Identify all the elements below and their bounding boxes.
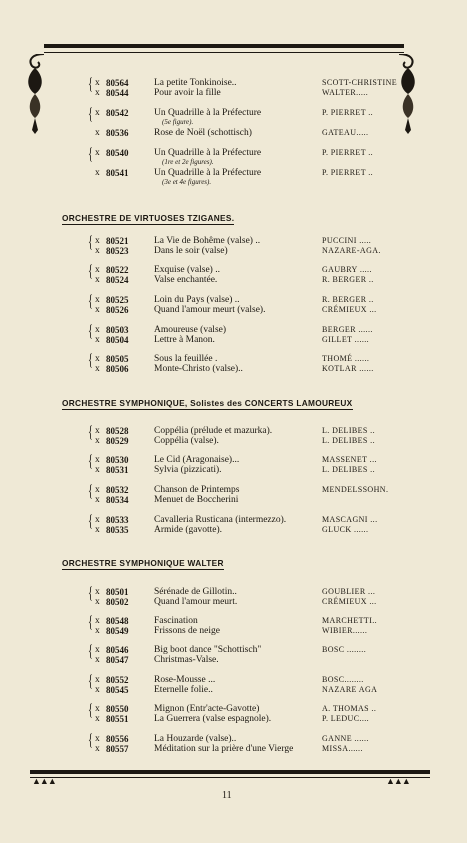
brace-icon: {	[88, 511, 93, 530]
composer: GAUBRY .....	[322, 265, 372, 274]
brace-icon: {	[88, 232, 93, 251]
list-item	[88, 128, 398, 138]
brace-icon: {	[88, 321, 93, 340]
catalog-number: 80536	[106, 128, 129, 138]
catalog-number: 80548	[106, 616, 129, 626]
list-item	[88, 354, 398, 364]
composer: MASSENET ...	[322, 455, 377, 464]
catalog-number: 80550	[106, 704, 129, 714]
mark-x: x	[95, 78, 100, 88]
brace-icon: {	[88, 451, 93, 470]
catalog-number: 80523	[106, 246, 129, 256]
section-heading-tziganes: ORCHESTRE DE VIRTUOSES TZIGANES.	[62, 213, 235, 223]
mark-x: x	[95, 714, 100, 724]
list-item	[88, 455, 398, 465]
composer: P. LEDUC....	[322, 714, 370, 723]
title: Frissons de neige	[154, 626, 220, 636]
catalog-number: 80503	[106, 325, 129, 335]
composer: BERGER ......	[322, 325, 373, 334]
title: Coppélia (prélude et mazurka).	[154, 426, 273, 436]
catalog-number: 80557	[106, 744, 129, 754]
list-item	[88, 714, 398, 724]
composer: R. BERGER ..	[322, 295, 374, 304]
mark-x: x	[95, 495, 100, 505]
mark-x: x	[95, 426, 100, 436]
catalog-number: 80535	[106, 525, 129, 535]
catalog-number: 80502	[106, 597, 129, 607]
list-item	[88, 597, 398, 607]
title: Eternelle folie..	[154, 685, 213, 695]
title: Big boot dance "Schottisch"	[154, 645, 262, 655]
catalog-number: 80545	[106, 685, 129, 695]
title: Lettre à Manon.	[154, 335, 215, 345]
brace-icon: {	[88, 612, 93, 631]
mark-x: x	[95, 626, 100, 636]
title: La Houzarde (valse)..	[154, 734, 237, 744]
catalog-number: 80533	[106, 515, 129, 525]
composer: NAZARE AGA	[322, 685, 378, 694]
list-item	[88, 704, 398, 714]
mark-x: x	[95, 128, 100, 138]
section-heading-lamoureux: ORCHESTRE SYMPHONIQUE, Solistes des CONCERTS LAMOUREUX	[62, 398, 353, 408]
catalog-number: 80542	[106, 108, 129, 118]
title: Un Quadrille à la Préfecture	[154, 148, 262, 158]
composer: L. DELIBES ..	[322, 426, 375, 435]
mark-x: x	[95, 704, 100, 714]
composer: BOSC ........	[322, 645, 367, 654]
list-item	[88, 364, 398, 374]
mark-x: x	[95, 265, 100, 275]
list-item	[88, 495, 398, 505]
brace-icon: {	[88, 261, 93, 280]
page-number: 11	[222, 790, 232, 801]
subtitle-text: (1re et 2e figures).	[162, 158, 214, 166]
catalog-number: 80564	[106, 78, 129, 88]
mark-x: x	[95, 675, 100, 685]
composer: L. DELIBES ..	[322, 436, 375, 445]
composer: BOSC........	[322, 675, 364, 684]
catalog-number: 80552	[106, 675, 129, 685]
catalog-number: 80551	[106, 714, 129, 724]
title: La Guerrera (valse espagnole).	[154, 714, 272, 724]
title: Loin du Pays (valse) ..	[154, 295, 240, 305]
mark-x: x	[95, 436, 100, 446]
mark-x: x	[95, 485, 100, 495]
list-item	[88, 426, 398, 436]
title: Pour avoir la fille	[154, 88, 221, 98]
mark-x: x	[95, 295, 100, 305]
catalog-number: 80521	[106, 236, 129, 246]
mark-x: x	[95, 305, 100, 315]
catalog-number: 80534	[106, 495, 129, 505]
catalog-number: 80530	[106, 455, 129, 465]
title: Fascination	[154, 616, 198, 626]
composer: NAZARE-AGA.	[322, 246, 381, 255]
bottom-rule-thin	[30, 777, 430, 778]
mark-x: x	[95, 335, 100, 345]
composer: MISSA......	[322, 744, 363, 753]
list-item-subtitle	[88, 117, 398, 126]
list-item-subtitle	[88, 177, 398, 186]
mark-x: x	[95, 465, 100, 475]
list-item	[88, 744, 398, 754]
catalog-number: 80556	[106, 734, 129, 744]
list-item	[88, 626, 398, 636]
composer: CRÉMIEUX ...	[322, 597, 377, 606]
list-item	[88, 275, 398, 285]
brace-icon: {	[88, 583, 93, 602]
mark-x: x	[95, 88, 100, 98]
composer: KOTLAR ......	[322, 364, 374, 373]
catalog-number: 80544	[106, 88, 129, 98]
mark-x: x	[95, 168, 100, 178]
mark-x: x	[95, 744, 100, 754]
subtitle-text: (5e figure).	[162, 118, 194, 126]
composer: SCOTT-CHRISTINE	[322, 78, 398, 87]
top-rule	[44, 44, 404, 48]
title: Rose-Mousse ...	[154, 675, 216, 685]
brace-icon: {	[88, 74, 93, 93]
section-heading-walter: ORCHESTRE SYMPHONIQUE WALTER	[62, 558, 224, 568]
composer: P. PIERRET ..	[322, 108, 374, 117]
composer: GATEAU.....	[322, 128, 369, 137]
list-item	[88, 616, 398, 626]
composer: GILLET ......	[322, 335, 370, 344]
catalog-number: 80522	[106, 265, 129, 275]
brace-icon: {	[88, 671, 93, 690]
mark-x: x	[95, 734, 100, 744]
composer: P. PIERRET ..	[322, 148, 374, 157]
title: Sous la feuillée .	[154, 354, 218, 364]
catalog-number: 80528	[106, 426, 129, 436]
composer: MENDELSSOHN.	[322, 485, 389, 494]
title: Un Quadrille à la Préfecture	[154, 168, 262, 178]
list-item	[88, 246, 398, 256]
catalog-number: 80546	[106, 645, 129, 655]
mark-x: x	[95, 246, 100, 256]
composer: P. PIERRET ..	[322, 168, 374, 177]
list-item	[88, 655, 398, 665]
list-item	[88, 78, 398, 88]
catalog-number: 80525	[106, 295, 129, 305]
title: Sérénade de Gillotin..	[154, 587, 237, 597]
title: Valse enchantée.	[154, 275, 218, 285]
catalog-number: 80504	[106, 335, 129, 345]
mark-x: x	[95, 645, 100, 655]
bottom-rule	[30, 770, 430, 774]
subtitle-text: (3e et 4e figures).	[162, 178, 212, 186]
mark-x: x	[95, 108, 100, 118]
brace-icon: {	[88, 730, 93, 749]
list-item	[88, 587, 398, 597]
catalog-number: 80547	[106, 655, 129, 665]
mark-x: x	[95, 354, 100, 364]
composer: MARCHETTI..	[322, 616, 378, 625]
list-item	[88, 305, 398, 315]
brace-icon: {	[88, 700, 93, 719]
list-item	[88, 685, 398, 695]
title: Coppélia (valse).	[154, 436, 219, 446]
brace-icon: {	[88, 291, 93, 310]
list-item	[88, 335, 398, 345]
mark-x: x	[95, 148, 100, 158]
list-item	[88, 675, 398, 685]
catalog-number: 80549	[106, 626, 129, 636]
mark-x: x	[95, 364, 100, 374]
list-item	[88, 515, 398, 525]
list-item	[88, 465, 398, 475]
list-item	[88, 236, 398, 246]
list-item	[88, 88, 398, 98]
catalog-number: 80532	[106, 485, 129, 495]
catalog-number: 80501	[106, 587, 129, 597]
mark-x: x	[95, 587, 100, 597]
mark-x: x	[95, 597, 100, 607]
list-item	[88, 295, 398, 305]
list-item	[88, 734, 398, 744]
catalog-number: 80505	[106, 354, 129, 364]
catalog-number: 80541	[106, 168, 129, 178]
composer: R. BERGER ..	[322, 275, 374, 284]
list-item	[88, 265, 398, 275]
list-item	[88, 485, 398, 495]
composer: WIBIER......	[322, 626, 368, 635]
catalog-number: 80506	[106, 364, 129, 374]
title: Un Quadrille à la Préfecture	[154, 108, 262, 118]
mark-x: x	[95, 525, 100, 535]
brace-icon: {	[88, 350, 93, 369]
title: Amoureuse (valse)	[154, 325, 227, 335]
title: Méditation sur la prière d'une Vierge	[154, 744, 294, 754]
title: Quand l'amour meurt.	[154, 597, 238, 607]
composer: WALTER.....	[322, 88, 369, 97]
composer: MASCAGNI ...	[322, 515, 378, 524]
brace-icon: {	[88, 422, 93, 441]
top-rule-thin	[44, 52, 404, 53]
brace-icon: {	[88, 144, 93, 163]
list-item	[88, 436, 398, 446]
composer: CRÉMIEUX ...	[322, 305, 377, 314]
list-item-subtitle	[88, 157, 398, 166]
brace-icon: {	[88, 481, 93, 500]
title: La petite Tonkinoise..	[154, 78, 237, 88]
composer: L. DELIBES ..	[322, 465, 375, 474]
composer: THOMÉ ......	[322, 354, 370, 363]
title: Dans le soir (valse)	[154, 246, 228, 256]
title: Le Cid (Aragonaise)...	[154, 455, 240, 465]
title: Exquise (valse) ..	[154, 265, 220, 275]
composer: GOUBLIER ...	[322, 587, 376, 596]
brace-icon: {	[88, 104, 93, 123]
catalog-number: 80529	[106, 436, 129, 446]
title: Menuet de Boccherini	[154, 495, 239, 505]
catalog-number: 80526	[106, 305, 129, 315]
composer: A. THOMAS ..	[322, 704, 377, 713]
mark-x: x	[95, 616, 100, 626]
title: Cavalleria Rusticana (intermezzo).	[154, 515, 287, 525]
title: Quand l'amour meurt (valse).	[154, 305, 266, 315]
catalog-number: 80540	[106, 148, 129, 158]
mark-x: x	[95, 655, 100, 665]
mark-x: x	[95, 685, 100, 695]
triangle-ornament-left-icon: ▲▲▲	[32, 776, 56, 786]
title: Rose de Noël (schottisch)	[154, 128, 252, 138]
title: Armide (gavotte).	[154, 525, 223, 535]
floral-ornament-right-icon	[395, 54, 421, 134]
title: La Vie de Bohême (valse) ..	[154, 236, 261, 246]
mark-x: x	[95, 325, 100, 335]
list-item	[88, 525, 398, 535]
mark-x: x	[95, 455, 100, 465]
title: Sylvia (pizzicati).	[154, 465, 222, 475]
composer: GANNE ......	[322, 734, 369, 743]
list-item	[88, 325, 398, 335]
mark-x: x	[95, 275, 100, 285]
composer: PUCCINI .....	[322, 236, 372, 245]
floral-ornament-left-icon	[22, 54, 48, 134]
composer: GLUCK ......	[322, 525, 369, 534]
mark-x: x	[95, 515, 100, 525]
mark-x: x	[95, 236, 100, 246]
catalog-number: 80524	[106, 275, 129, 285]
triangle-ornament-right-icon: ▲▲▲	[386, 776, 410, 786]
list-item	[88, 645, 398, 655]
title: Monte-Christo (valse)..	[154, 364, 243, 374]
title: Christmas-Valse.	[154, 655, 219, 665]
title: Mignon (Entr'acte-Gavotte)	[154, 704, 260, 714]
title: Chanson de Printemps	[154, 485, 240, 495]
brace-icon: {	[88, 641, 93, 660]
catalog-number: 80531	[106, 465, 129, 475]
